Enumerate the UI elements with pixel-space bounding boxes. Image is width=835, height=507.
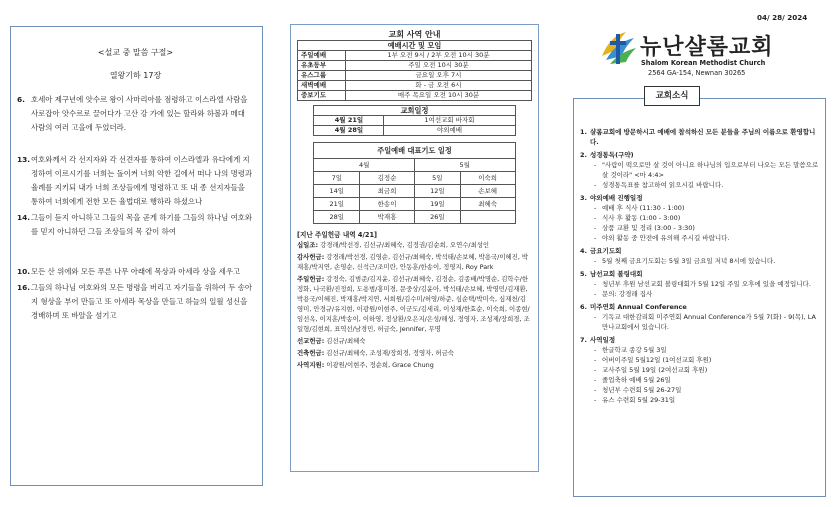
church-name: 뉴난샬롬교회 [640,35,774,60]
offering-item: 십일조: 강경래/박선경, 김선규/최혜숙, 김정권/김순희, 오연수/최성인 [297,241,490,249]
verse: 16. 그들의 하나님 여호와의 모든 명령을 버리고 자기들을 위하여 두 송아지 형상을 부어 만들고 또 아세라 목상을 만들고 하늘의 일월 성신을 경배하며 또 바알을 섬기고 [17,283,253,320]
offering-item: 선교헌금: 김선규/최혜숙 [297,337,366,345]
verse: 14. 그들이 듣지 아니하고 그들의 목을 곧게 하기를 그들의 하나님 여호와를 믿지 아니하던 그들 조상들의 목 같이 하여 [17,213,253,236]
ministry-panel [290,24,539,472]
table-row: 4월 21일 1여선교회 바자회 [314,116,515,126]
news-item: 7. 사역일정 - 한글학교 종강 5월 3일 - 어버이주일 5월12일 (1여선교회 후원) - 교사주일 5월 19일 (2여선교회 후원) - 졸업축하 예배 5월 26일 - 청년부 수련회 5월 26-27일 - 유스 수련회 5월 29-31일 [580,336,712,404]
bulletin-date: 04/ 28/ 2024 [757,13,808,22]
table-row: 유초등부 주일 오전 10시 30분 [298,61,532,71]
schedule-header: 교회일정 [314,106,515,116]
news-item: 4. 금요기도회 - 5월 첫째 금요기도회는 5월 3일 금요일 저녁 8시에 있습니다. [580,247,776,265]
table-row: 유스그룹 금요일 오후 7시 [298,71,532,81]
verse: 10. 모든 산 위에와 모든 푸른 나무 아래에 목상과 아세라 상을 세우고 [17,267,241,276]
table-row: 중보기도 매주 목요일 오전 10시 30분 [298,91,532,101]
table-row: 주일예배 1부 오전 9시 / 2부 오전 10시 30분 [298,51,532,61]
church-logo [596,26,796,84]
offering-item: 감사헌금: 강경래/박선경, 김영순, 김선규/최혜숙, 박석태/손보혜, 박용국/이혜진, 박재홍/박지연, 손영순, 신석근/조미란, 안동훈/한송이, 정영지, Roy Park [297,253,529,271]
schedule-table [313,105,515,136]
table-row: 4월 28일 야외예배 [314,126,515,136]
news-title: 교회소식 [644,86,700,106]
cross-dove-icon [596,26,640,70]
prayer-header: 주일예배 대표기도 일정 [314,143,515,159]
table-row: 새벽예배 화 - 금 오전 6시 [298,81,532,91]
verse: 6. 호세아 제구년에 앗수르 왕이 사마리아를 점령하고 이스라엘 사람을 사로잡아 앗수르로 끌어다가 고산 강 가에 있는 할라와 하볼과 메대 사람의 여러 고을에 두었더라. [17,95,248,132]
news-item: 3. 야외예배 진행일정 - 예배 후 식사 (11:30 - 1:00) - 식사 후 활동 (1:00 - 3:00) - 상품 교환 및 정리 (3:00 - 3:30) - 야외 활동 중 안전에 유의해 주시길 바랍니다. [580,194,730,242]
news-panel [573,98,826,497]
church-address: 2564 GA-154, Newnan 30265 [648,69,746,77]
sermon-title: <설교 중 말씀 구절> [97,48,174,57]
table-row: 21일 한송이 19일 최혜숙 [314,198,515,211]
offering-item: 사역지원: 이광원/이현주, 정순희, Grace Chung [297,361,434,369]
news-item: 6. 미주연회 Annual Conference - 기독교 대한감리회 미주연회 Annual Conference가 5월 7(화) - 9(목), LA 만나교회에서 있습니다. [580,303,816,331]
offering-item: 건축헌금: 김선규/최혜숙, 조성재/장희경, 정영자, 허금숙 [297,349,454,357]
news-item: 2. 성경통독(구약) - "사람이 떡으로만 살 것이 아니요 하나님의 입으로부터 나오는 모든 말씀으로 살 것이라" <마 4:4> - 성경통독표를 참고하여 읽으시길 바랍니다. [580,151,819,189]
worship-header: 예배시간 및 모임 [298,41,532,51]
offering-list [297,230,532,370]
prayer-schedule-table: 주일예배 대표기도 일정 4월 5월 7일 김정순 5일 이숙희 14일 최금희 12일 손보혜 21일 한송이 19일 최혜숙 28일 박재홍 26일 [313,142,515,224]
offering-header: [지난 주일헌금 내역 4/21] [297,231,378,239]
table-row: 14일 최금희 12일 손보혜 [314,185,515,198]
church-english-name: Shalom Korean Methodist Church [641,59,766,67]
news-item: 1. 샬롬교회에 방문하시고 예배에 참석하신 모든 분들을 주님의 이름으로 환영합니다. [580,128,816,146]
sermon-verses-panel [10,26,263,486]
scripture-reference: 열왕기하 17장 [109,71,162,80]
ministry-title: 교회 사역 안내 [388,30,441,39]
offering-item: 주일헌금: 강정숙, 김범준/김지윤, 김선규/최혜숙, 김정순, 김종배/박명순, 김학수/한정화, 나국환/진정희, 도용범/홍미경, 문중상/김윤아, 박석태/손보혜, 박영민/김재환, 박용국/이혜진, 박재홍/박지연, 서희원/김수미/허영/하준, 심순택/박미숙, 심재천/김영미, 안경규/유지현, 이광원/이현주, 이군도/김세리, 이성재/한효순, 이숙희, 이종현/임선옥, 이지훈/박송이, 이하영, 정상환/오은지/은성/해성, 정영자, 조성제/장희경, 조일형/김현희, 표역선/남경민, 허금숙, Jennifer, 무명 [297,275,530,333]
table-row: 7일 김정순 5일 이숙희 [314,172,515,185]
verse: 13. 여호와께서 각 선지자와 각 선견자를 통하여 이스라엘과 유다에게 지정하여 이르시기를 너희는 돌이켜 너희 악한 길에서 떠나 나의 명령과 율례를 지키되 내가 너희 조상들에게 명령하고 또 내 종 선지자들을 통하여 너희에게 전한 모든 율법대로 행하라 하셨으나 [17,155,253,206]
worship-table [297,40,532,101]
news-item: 5. 남선교회 볼링대회 - 청년부 후원 남선교회 볼링대회가 5월 12일 주일 오후에 있을 예정입니다. - 문의: 강경래 집사 [580,270,811,298]
table-row: 28일 박재홍 26일 [314,211,515,224]
